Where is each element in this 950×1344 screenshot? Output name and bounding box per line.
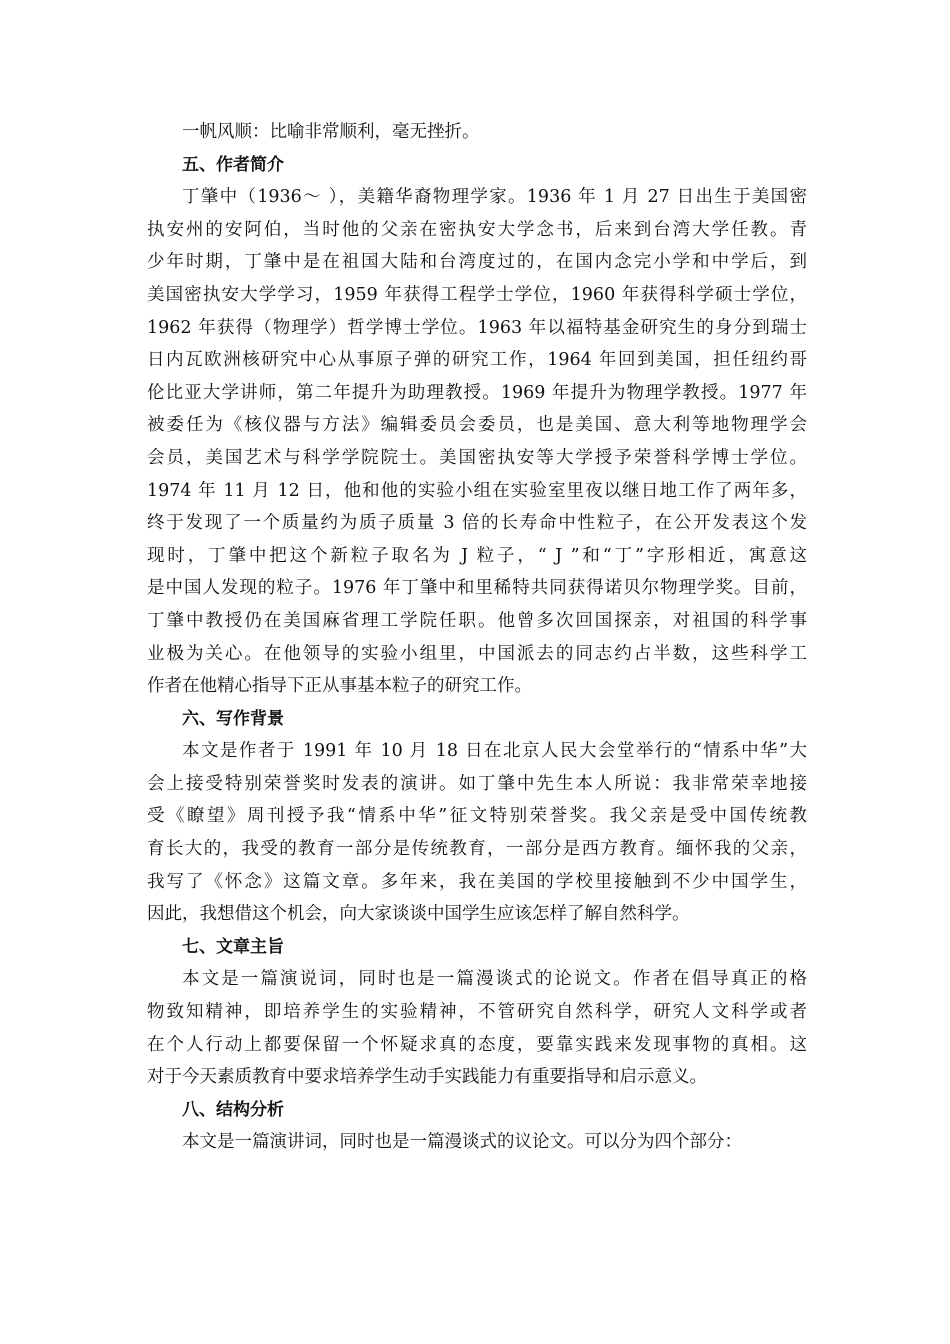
paragraph-line: 作者在他精心指导下正从事基本粒子的研究工作。 (147, 676, 532, 697)
paragraph-line: 日内瓦欧洲核研究中心从事原子弹的研究工作，1964 年回到美国，担任纽约哥 (147, 350, 807, 371)
structure-paragraph (147, 1126, 807, 1159)
paragraph-line: 伦比亚大学讲师，第二年提升为助理教授。1969 年提升为物理学教授。1977 年 (147, 382, 807, 403)
paragraph-line: 我写了《怀念》这篇文章。多年来，我在美国的学校里接触到不少中国学生， (147, 871, 807, 892)
paragraph-line: 受《瞭望》周刊授予我“情系中华”征文特别荣誉奖。我父亲是受中国传统教 (147, 806, 807, 827)
paragraph-line: 丁肇中教授仍在美国麻省理工学院任职。他曾多次回国探亲，对祖国的科学事 (147, 610, 807, 631)
paragraph-line: 会上接受特别荣誉奖时发表的演讲。如丁肇中先生本人所说：我非常荣幸地接 (147, 773, 807, 794)
author-paragraph (147, 181, 807, 703)
background-paragraph (147, 735, 807, 931)
paragraph-line: 因此，我想借这个机会，向大家谈谈中国学生应该怎样了解自然科学。 (147, 904, 690, 925)
heading-background: 六、写作背景 (182, 708, 284, 729)
heading-author: 五、作者简介 (182, 154, 284, 175)
paragraph-line: 执安州的安阿伯，当时他的父亲在密执安大学念书，后来到台湾大学任教。青 (147, 219, 807, 240)
paragraph-line: 业极为关心。在他领导的实验小组里，中国派去的同志约占半数，这些科学工 (147, 643, 807, 664)
paragraph-line: 丁肇中（1936～ ），美籍华裔物理学家。1936 年 1 月 27 日出生于美国密 (182, 187, 807, 208)
paragraph-line: 少年时期，丁肇中是在祖国大陆和台湾度过的，在国内念完小学和中学后，到 (147, 252, 807, 273)
paragraph-line: 育长大的，我受的教育一部分是传统教育，一部分是西方教育。缅怀我的父亲， (147, 839, 807, 860)
paragraph-line: 被委任为《核仪器与方法》编辑委员会委员，也是美国、意大利等地物理学会 (147, 415, 807, 436)
intro-line: 一帆风顺：比喻非常顺利，毫无挫折。 (182, 122, 480, 142)
paragraph-line: 终于发现了一个质量约为质子质量 3 倍的长寿命中性粒子，在公开发表这个发 (147, 513, 807, 534)
paragraph-line: 本文是一篇演说词，同时也是一篇漫谈式的论说文。作者在倡导真正的格 (182, 969, 807, 990)
paragraph-line: 美国密执安大学学习，1959 年获得工程学士学位，1960 年获得科学硕士学位， (147, 284, 807, 305)
paragraph-line: 1962 年获得（物理学）哲学博士学位。1963 年以福特基金研究生的身分到瑞士 (147, 317, 807, 338)
paragraph-line: 会员，美国艺术与科学学院院士。美国密执安等大学授予荣誉科学博士学位。 (147, 447, 807, 468)
paragraph-line: 物致知精神，即培养学生的实验精神，不管研究自然科学，研究人文科学或者 (147, 1002, 807, 1023)
paragraph-line: 本文是作者于 1991 年 10 月 18 日在北京人民大会堂举行的“情系中华”大 (182, 741, 807, 762)
document-page (147, 116, 807, 1159)
paragraph-line: 现时，丁肇中把这个新粒子取名为 J 粒子，“ J ”和“丁”字形相近，寓意这 (147, 545, 807, 566)
paragraph-line: 对于今天素质教育中要求培养学生动手实践能力有重要指导和启示意义。 (147, 1067, 707, 1088)
paragraph-line: 1974 年 11 月 12 日，他和他的实验小组在实验室里夜以继日地工作了两年多， (147, 480, 807, 501)
paragraph-line: 是中国人发现的粒子。1976 年丁肇中和里稀特共同获得诺贝尔物理学奖。目前， (147, 578, 807, 599)
theme-paragraph (147, 963, 807, 1093)
paragraph-line: 本文是一篇演讲词，同时也是一篇漫谈式的议论文。可以分为四个部分： (182, 1132, 742, 1153)
paragraph-line: 在个人行动上都要保留一个怀疑求真的态度，要靠实践来发现事物的真相。这 (147, 1034, 807, 1055)
heading-structure: 八、结构分析 (182, 1099, 284, 1120)
heading-theme: 七、文章主旨 (182, 936, 284, 957)
